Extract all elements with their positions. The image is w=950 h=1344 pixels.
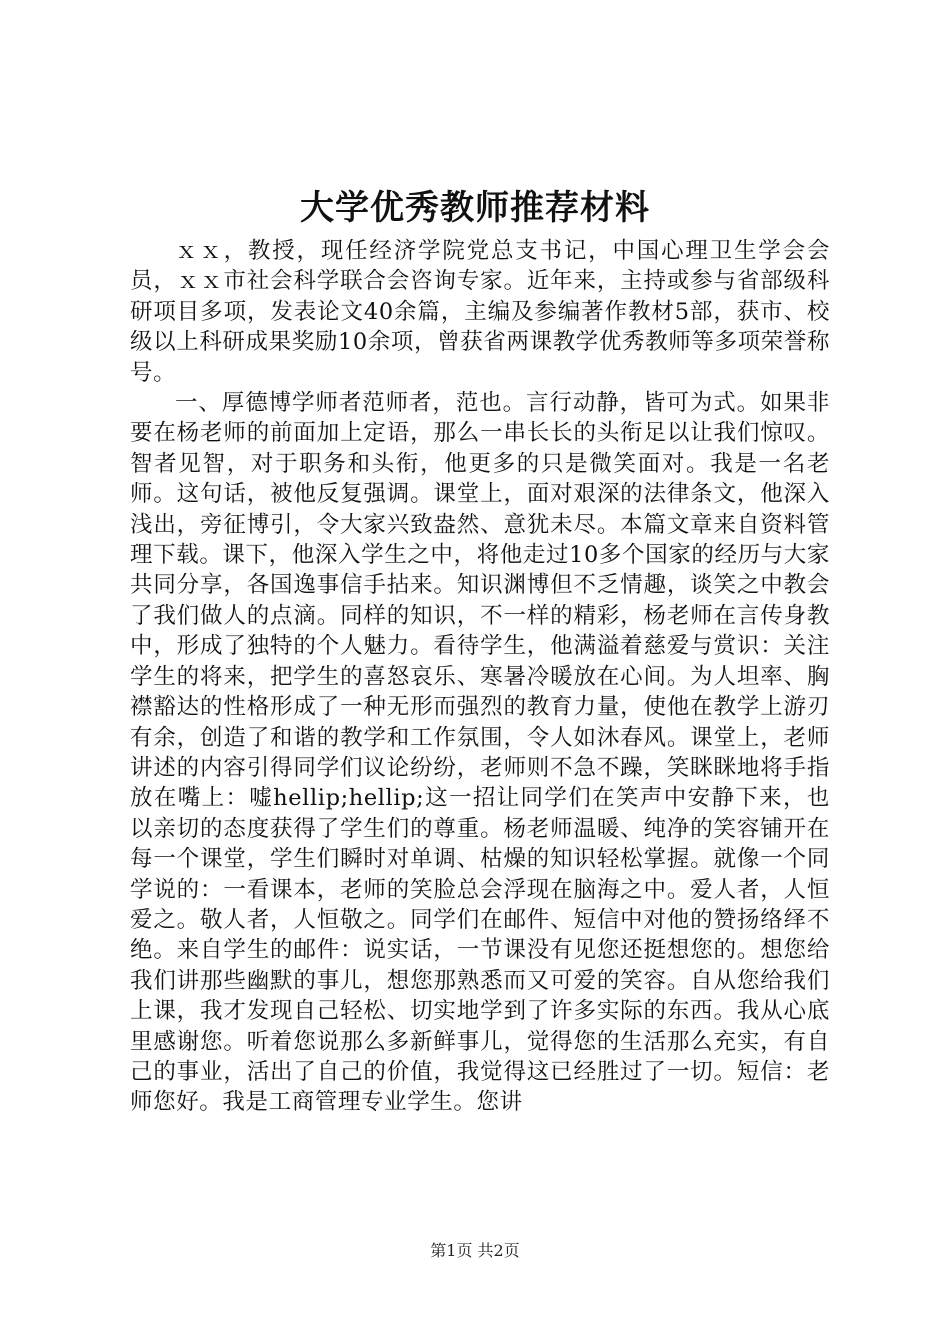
document-title: 大学优秀教师推荐材料 xyxy=(300,188,650,228)
paragraph-intro: ｘｘ，教授，现任经济学院党总支书记，中国心理卫生学会会员，ｘｘ市社会科学联合会咨询专家。近年来，主持或参与省部级科研项目多项，发表论文40余篇，主编及参编著作教材5部，获市、校级以上科研成果奖励10余项，曾获省两课教学优秀教师等多项荣誉称号。 xyxy=(130,238,830,386)
document-body xyxy=(130,236,830,1118)
page-number-footer: 第1页 共2页 xyxy=(430,1241,520,1260)
paragraph-section-1: 一、厚德博学师者范师者，范也。言行动静，皆可为式。如果非要在杨老师的前面加上定语，那么一串长长的头衔足以让我们惊叹。智者见智，对于职务和头衔，他更多的只是微笑面对。我是一名老师。这句话，被他反复强调。课堂上，面对艰深的法律条文，他深入浅出，旁征博引，令大家兴致盎然、意犹未尽。本篇文章来自资料管理下载。课下，他深入学生之中，将他走过10多个国家的经历与大家共同分享，各国逸事信手拈来。知识渊博但不乏情趣，谈笑之中教会了我们做人的点滴。同样的知识，不一样的精彩，杨老师在言传身教中，形成了独特的个人魅力。看待学生，他满溢着慈爱与赏识：关注学生的将来，把学生的喜怒哀乐、寒暑冷暖放在心间。为人坦率、胸襟豁达的性格形成了一种无形而强烈的教育力量，使他在教学上游刃有余，创造了和谐的教学和工作氛围，令人如沐春风。课堂上，老师讲述的内容引得同学们议论纷纷，老师则不急不躁，笑眯眯地将手指放在嘴上：嘘hellip;hellip;这一招让同学们在笑声中安静下来，也以亲切的态度获得了学生们的尊重。杨老师温暖、纯净的笑容铺开在每一个课堂，学生们瞬时对单调、枯燥的知识轻松掌握。就像一个同学说的：一看课本，老师的笑脸总会浮现在脑海之中。爱人者，人恒爱之。敬人者，人恒敬之。同学们在邮件、短信中对他的赞扬络绎不绝。来自学生的邮件：说实话，一节课没有见您还挺想您的。想您给我们讲那些幽默的事儿，想您那熟悉而又可爱的笑容。自从您给我们上课，我才发现自己轻松、切实地学到了许多实际的东西。我从心底里感谢您。听着您说那么多新鲜事儿，觉得您的生活那么充实，有自己的事业，活出了自己的价值，我觉得这已经胜过了一切。短信：老师您好。我是工商管理专业学生。您讲 xyxy=(130,390,830,1116)
